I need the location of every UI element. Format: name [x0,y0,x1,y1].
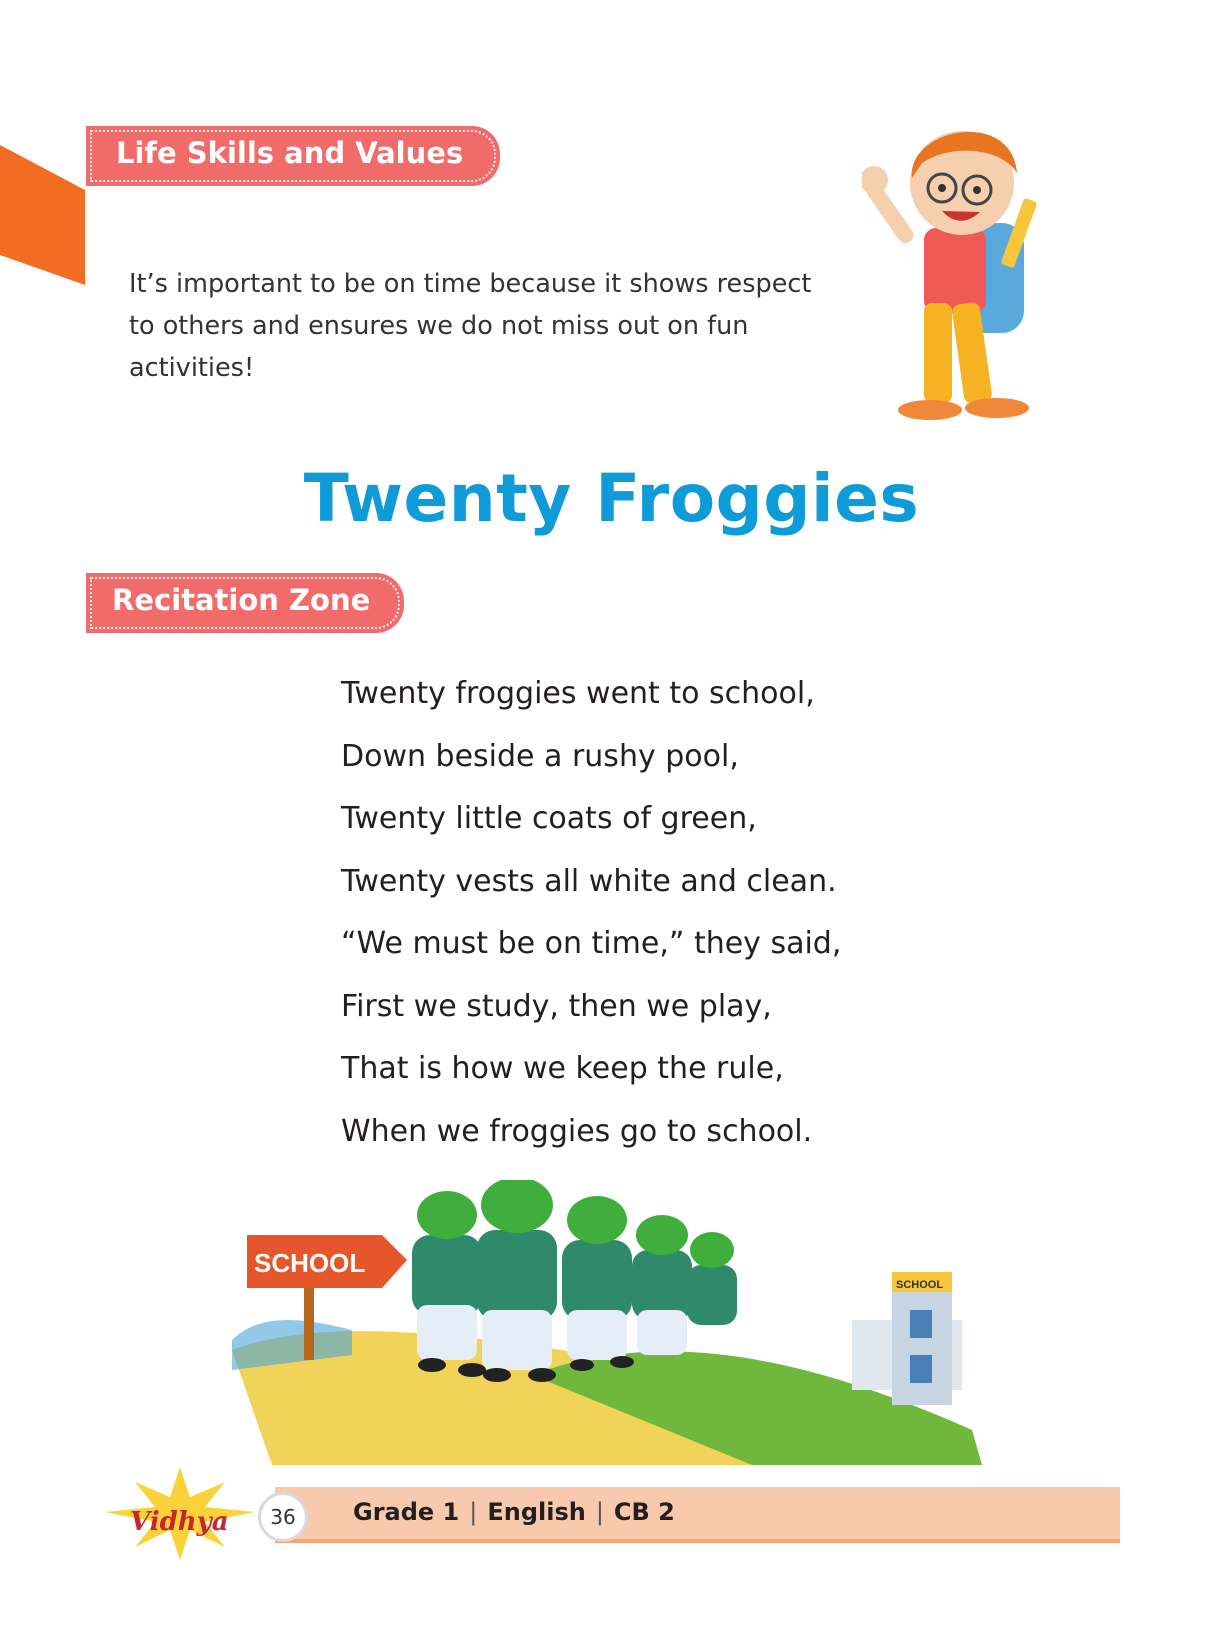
poem-line: First we study, then we play, [341,988,772,1024]
life-skills-text: It’s important to be on time because it shows respect to others and ensures we do not miss out on fun activities! [129,269,812,383]
poem-line: Down beside a rushy pool, [341,738,739,774]
footer-grade: Grade 1 [353,1498,460,1526]
life-skills-heading [86,126,500,186]
corner-tab-decoration [0,0,100,300]
frogs-going-to-school-illustration [232,1180,1012,1470]
footer-book: CB 2 [613,1498,675,1526]
poem-line: Twenty vests all white and clean. [341,863,837,899]
footer-info [353,1498,675,1526]
school-building-sign-text: SCHOOL [896,1279,944,1291]
footer-separator: | [595,1498,604,1526]
recitation-zone-heading [86,573,404,633]
recitation-zone-heading-label: Recitation Zone [112,583,371,617]
footer-separator: | [469,1498,478,1526]
waving-boy-illustration [862,108,1062,438]
school-sign-text: SCHOOL [254,1248,366,1278]
poem-title: Twenty Froggies [303,460,920,537]
poem-line: Twenty froggies went to school, [341,676,815,711]
life-skills-heading-label: Life Skills and Values [116,136,464,170]
poem-line: That is how we keep the rule, [341,1051,784,1086]
poem-line: “We must be on time,” they said, [341,926,842,961]
logo-text: Vidhya [130,1507,229,1537]
page-number: 36 [258,1492,308,1542]
vidhya-logo [95,1462,265,1562]
poem-line: Twenty little coats of green, [341,801,757,836]
poem-line: When we froggies go to school. [341,1113,813,1149]
poem-lines [341,663,841,1163]
footer-subject: English [487,1498,586,1526]
